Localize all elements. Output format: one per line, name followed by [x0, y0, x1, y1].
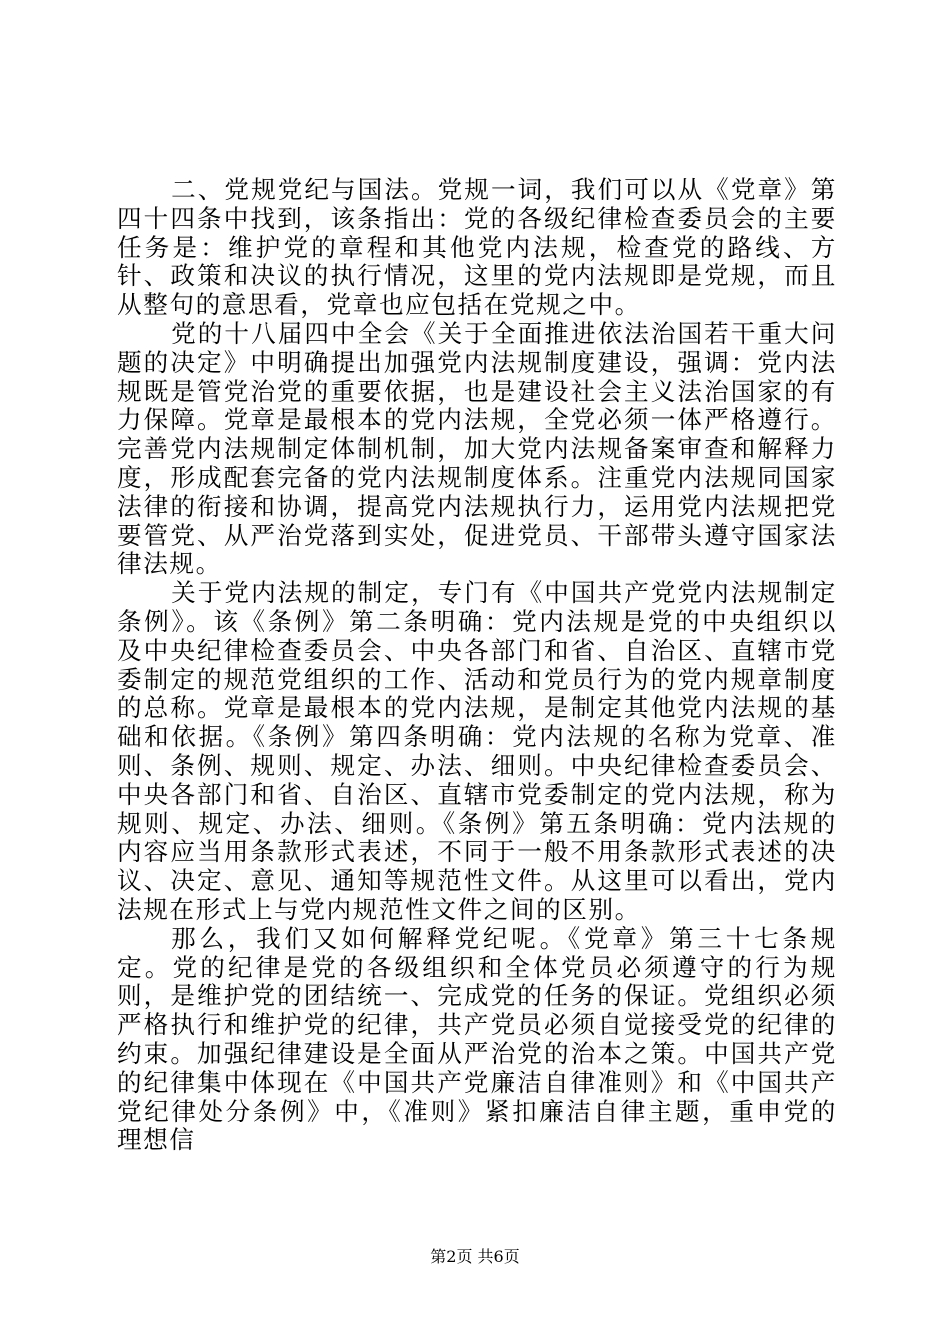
paragraph-2: 党的十八届四中全会《关于全面推进依法治国若干重大问题的决定》中明确提出加强党内法规制度建设，强调：党内法规既是管党治党的重要依据，也是建设社会主义法治国家的有力保障。党章是最根本的党内法规，全党必须一体严格遵行。完善党内法规制定体制机制，加大党内法规备案审查和解释力度，形成配套完备的党内法规制度体系。注重党内法规同国家法律的衔接和协调，提高党内法规执行力，运用党内法规把党要管党、从严治党落到实处，促进党员、干部带头遵守国家法律法规。: [117, 318, 837, 579]
paragraph-1: 二、党规党纪与国法。党规一词，我们可以从《党章》第四十四条中找到，该条指出：党的各级纪律检查委员会的主要任务是：维护党的章程和其他党内法规，检查党的路线、方针、政策和决议的执行情况，这里的党内法规即是党规，而且从整句的意思看，党章也应包括在党规之中。: [117, 175, 837, 320]
page-number-footer: 第2页 共6页: [430, 1247, 520, 1266]
body-text: [117, 176, 837, 1155]
paragraph-3: 关于党内法规的制定，专门有《中国共产党党内法规制定条例》。该《条例》第二条明确：党内法规是党的中央组织以及中央纪律检查委员会、中央各部门和省、自治区、直辖市党委制定的规范党组织的工作、活动和党员行为的党内规章制度的总称。党章是最根本的党内法规，是制定其他党内法规的基础和依据。《条例》第四条明确：党内法规的名称为党章、准则、条例、规则、规定、办法、细则。中央纪律检查委员会、中央各部门和省、自治区、直辖市党委制定的党内法规，称为规则、规定、办法、细则。《条例》第五条明确：党内法规的内容应当用条款形式表述，不同于一般不用条款形式表述的决议、决定、意见、通知等规范性文件。从这里可以看出，党内法规在形式上与党内规范性文件之间的区别。: [117, 578, 837, 924]
paragraph-4: 那么，我们又如何解释党纪呢。《党章》第三十七条规定。党的纪律是党的各级组织和全体党员必须遵守的行为规则，是维护党的团结统一、完成党的任务的保证。党组织必须严格执行和维护党的纪律，共产党员必须自觉接受党的纪律的约束。加强纪律建设是全面从严治党的治本之策。中国共产党的纪律集中体现在《中国共产党廉洁自律准则》和《中国共产党纪律处分条例》中，《准则》紧扣廉洁自律主题，重申党的理想信: [117, 923, 837, 1155]
